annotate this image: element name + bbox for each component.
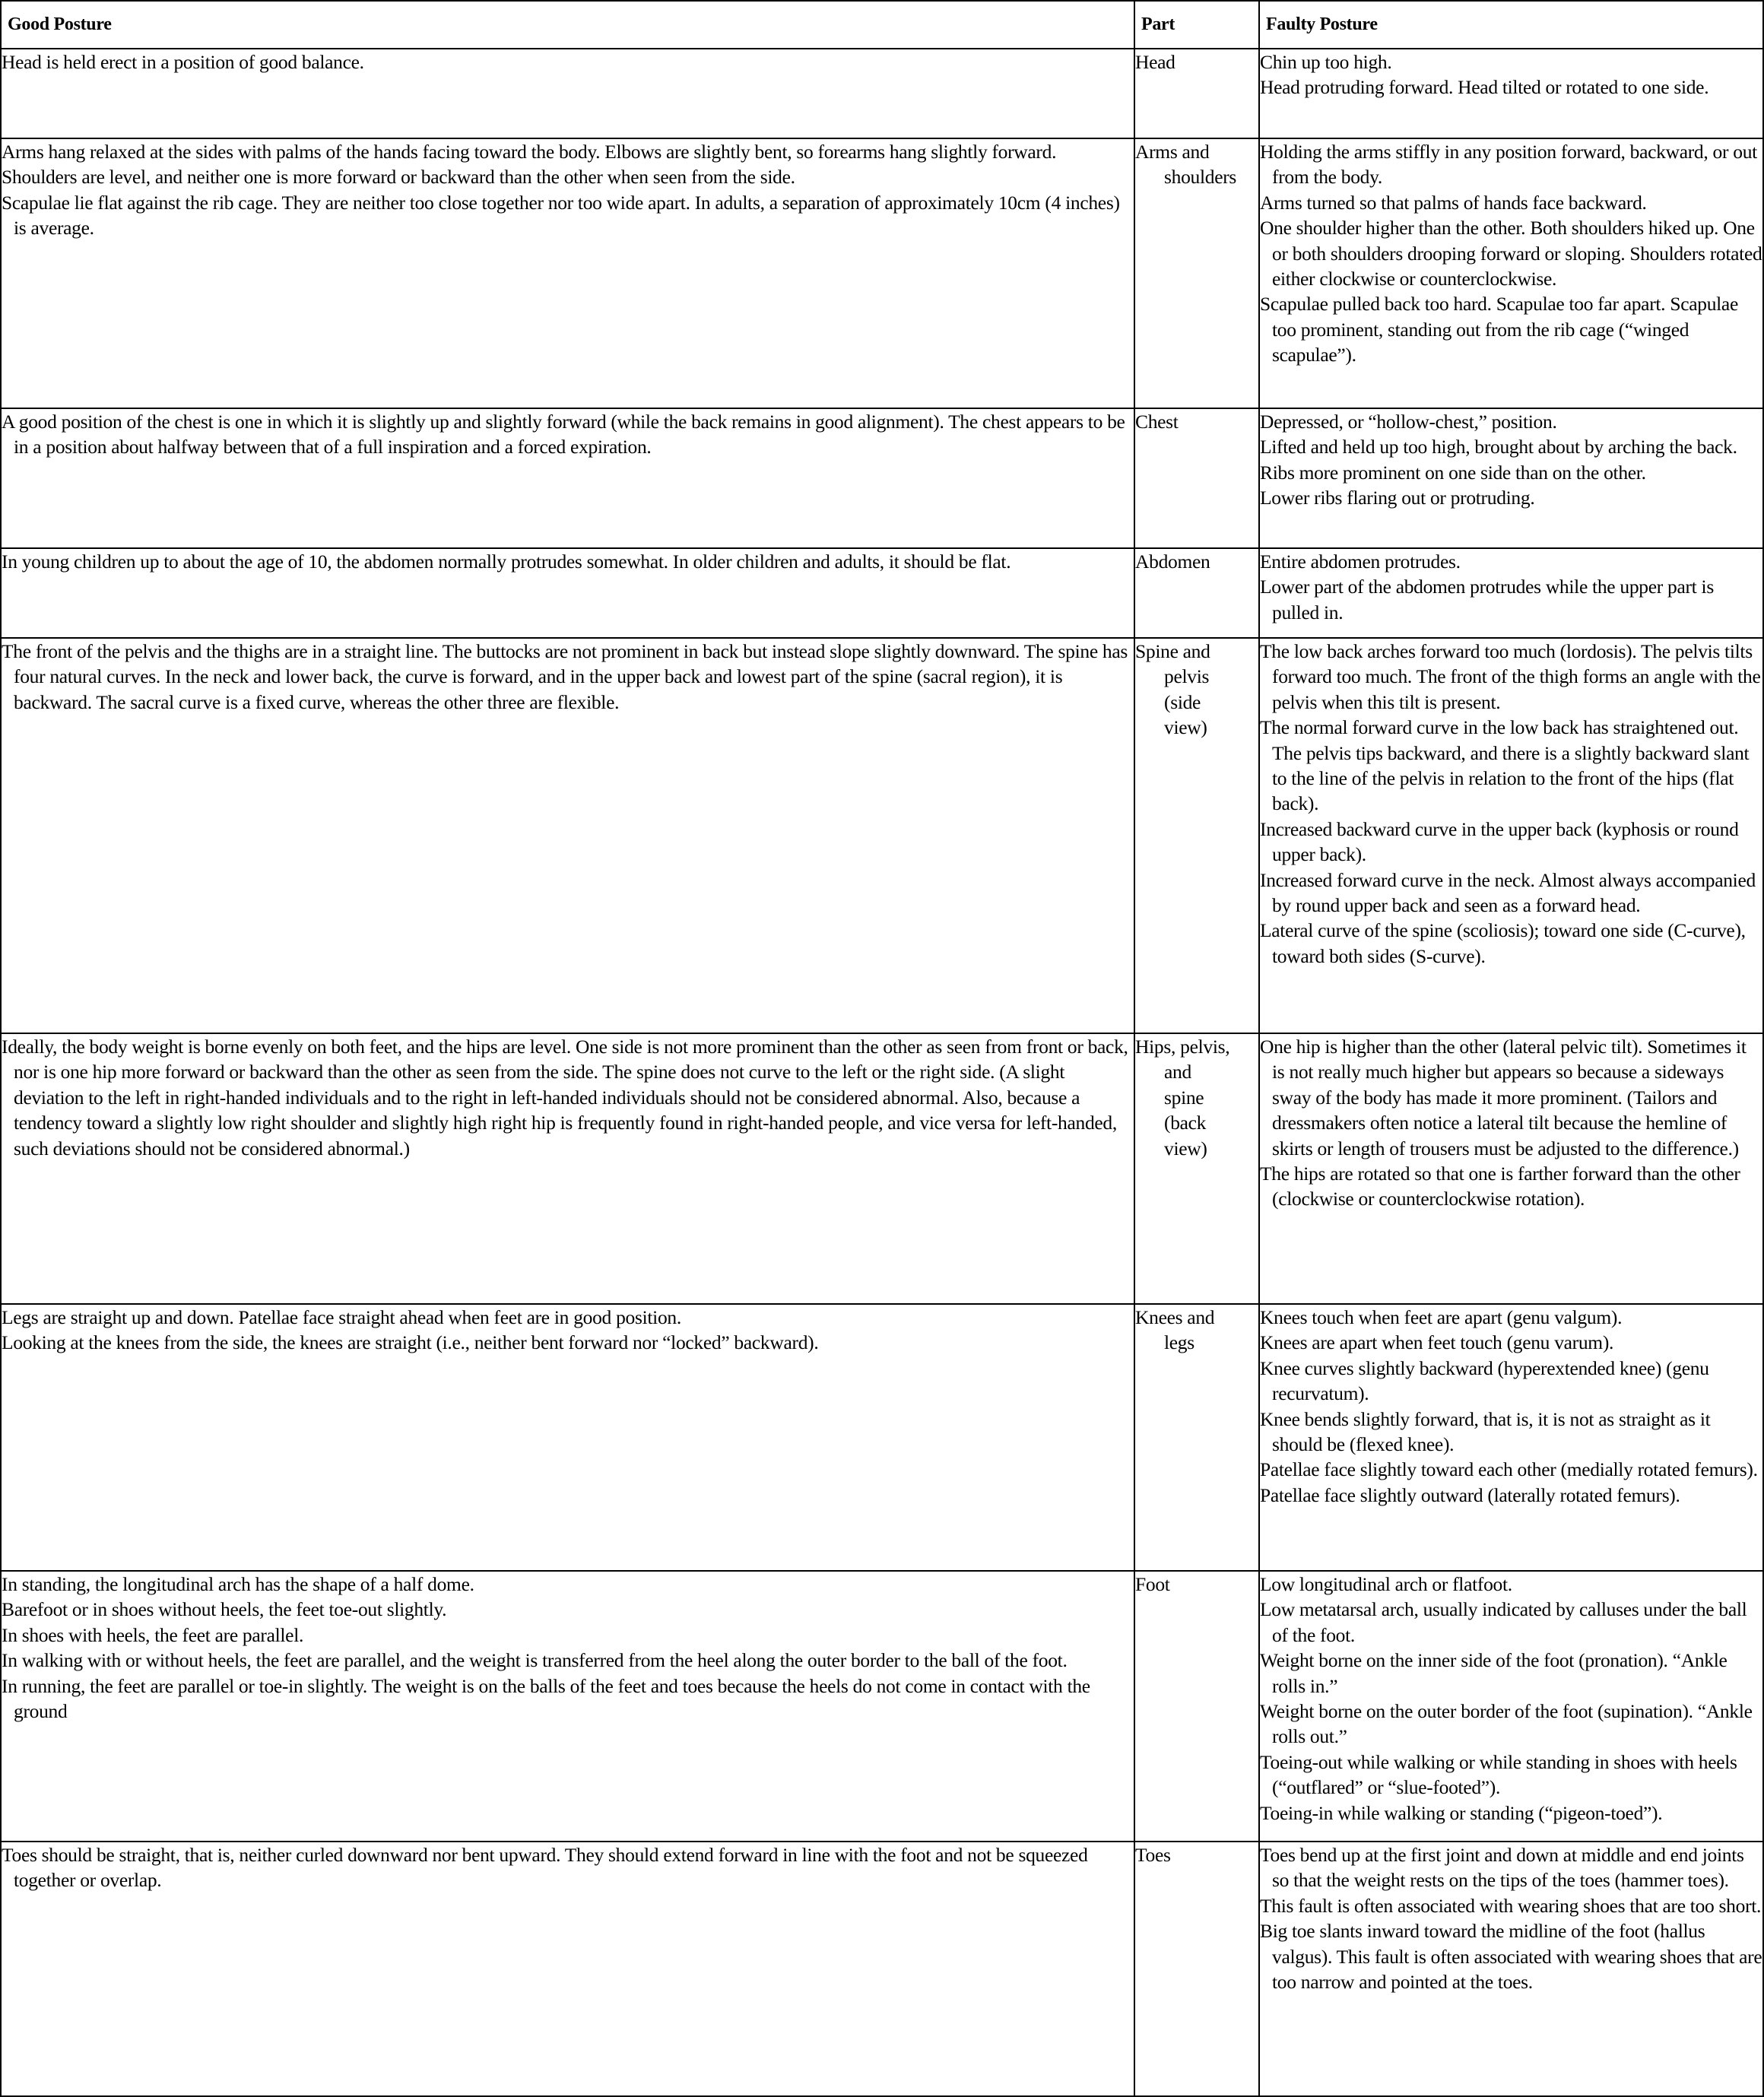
part-text: Foot xyxy=(1135,1573,1170,1595)
faulty-text: Knees are apart when feet touch (genu varum). xyxy=(1260,1331,1614,1354)
part-cell xyxy=(1134,1033,1259,1304)
part-text: Arms and xyxy=(1135,141,1210,163)
faulty-text: Lifted and held up too high, brought about by arching the back. xyxy=(1260,436,1737,458)
good-text: A good position of the chest is one in which it is slightly up and slightly forward (while the back remains in good alignment). The chest appears to be in a position about halfway between that of a full inspiration and a forced expiration. xyxy=(2,411,1125,458)
part-cell xyxy=(1134,638,1259,1033)
part-text: Head xyxy=(1135,51,1175,73)
part-text: Hips, pelvis, xyxy=(1135,1036,1230,1058)
part-cell xyxy=(1134,1304,1259,1571)
part-text: shoulders xyxy=(1164,166,1237,189)
good-text: Barefoot or in shoes without heels, the feet toe-out slightly. xyxy=(2,1598,447,1621)
faulty-text: Knees touch when feet are apart (genu valgum). xyxy=(1260,1306,1623,1328)
faulty-text: Patellae face slightly outward (laterally rotated femurs). xyxy=(1260,1483,1680,1506)
part-text: (side xyxy=(1164,690,1201,713)
part-text: (back xyxy=(1164,1112,1207,1134)
good-text: Legs are straight up and down. Patellae face straight ahead when feet are in good position. xyxy=(2,1306,681,1328)
faulty-text: Low metatarsal arch, usually indicated by calluses under the ball of the foot. xyxy=(1260,1598,1747,1646)
faulty-posture-cell xyxy=(1259,548,1763,638)
faulty-text: Holding the arms stiffly in any position forward, backward, or out from the body. xyxy=(1260,141,1757,189)
faulty-text: Depressed, or “hollow-chest,” position. xyxy=(1260,411,1557,433)
part-text: spine xyxy=(1164,1086,1204,1109)
faulty-text: Weight borne on the inner side of the foot (pronation). “Ankle rolls in.” xyxy=(1260,1649,1728,1697)
faulty-text: This fault is often associated with wearing shoes that are too short. xyxy=(1260,1894,1762,1917)
part-text: pelvis xyxy=(1164,665,1210,688)
table-row xyxy=(1,638,1763,1033)
good-text: Looking at the knees from the side, the knees are straight (i.e., neither bent forward nor “locked” backward). xyxy=(2,1331,819,1354)
faulty-posture-cell xyxy=(1259,49,1763,138)
faulty-text: Weight borne on the outer border of the foot (supination). “Ankle rolls out.” xyxy=(1260,1700,1753,1748)
good-posture-cell xyxy=(1,548,1134,638)
part-text: view) xyxy=(1164,1137,1207,1160)
good-text: Shoulders are level, and neither one is more forward or backward than the other when seen from the side. xyxy=(2,166,795,189)
table-row xyxy=(1,138,1763,408)
faulty-posture-cell xyxy=(1259,138,1763,408)
good-text: In shoes with heels, the feet are parallel. xyxy=(2,1623,304,1646)
part-text: and xyxy=(1164,1061,1191,1083)
table-row xyxy=(1,1842,1763,2096)
table-row xyxy=(1,1033,1763,1304)
faulty-text: Toeing-out while walking or while standing in shoes with heels (“outflared” or “slue-footed”). xyxy=(1260,1750,1737,1799)
part-text: legs xyxy=(1164,1331,1195,1354)
part-cell xyxy=(1134,408,1259,548)
faulty-text: Low longitudinal arch or flatfoot. xyxy=(1260,1573,1512,1595)
good-text: The front of the pelvis and the thighs are in a straight line. The buttocks are not prominent in back but instead slope slightly downward. The spine has four natural curves. In the neck and lower back, the curve is forward, and in the upper back and lowest part of the spine (sacral region), it is backward. The sacral curve is a fixed curve, whereas the other three are flexible. xyxy=(2,640,1128,713)
table-header-row xyxy=(1,1,1763,49)
good-text: Head is held erect in a position of good balance. xyxy=(2,51,364,73)
good-text: In running, the feet are parallel or toe-in slightly. The weight is on the balls of the feet and toes because the heels do not come in contact with the ground xyxy=(2,1674,1090,1723)
header-good-posture: Good Posture xyxy=(1,1,1134,49)
part-cell xyxy=(1134,1571,1259,1842)
good-posture-cell xyxy=(1,1842,1134,2096)
faulty-text: Increased backward curve in the upper back (kyphosis or round upper back). xyxy=(1260,817,1739,866)
good-text: In young children up to about the age of 10, the abdomen normally protrudes somewhat. In older children and adults, it should be flat. xyxy=(2,550,1011,573)
faulty-posture-cell xyxy=(1259,1571,1763,1842)
part-cell xyxy=(1134,49,1259,138)
faulty-text: Increased forward curve in the neck. Almost always accompanied by round upper back and seen as a forward head. xyxy=(1260,868,1756,917)
good-posture-cell xyxy=(1,1304,1134,1571)
faulty-text: Toeing-in while walking or standing (“pigeon-toed”). xyxy=(1260,1801,1663,1824)
table-row xyxy=(1,49,1763,138)
faulty-text: Patellae face slightly toward each other (medially rotated femurs). xyxy=(1260,1458,1758,1481)
good-text: Arms hang relaxed at the sides with palms of the hands facing toward the body. Elbows are slightly bent, so forearms hang slightly forward. xyxy=(2,141,1057,163)
good-posture-cell xyxy=(1,49,1134,138)
faulty-text: One shoulder higher than the other. Both shoulders hiked up. One or both shoulders drooping forward or sloping. Shoulders rotated either clockwise or counterclockwise. xyxy=(1260,217,1762,290)
part-text: Knees and xyxy=(1135,1306,1215,1328)
good-posture-cell xyxy=(1,408,1134,548)
faulty-text: The hips are rotated so that one is farther forward than the other (clockwise or counterclockwise rotation). xyxy=(1260,1163,1740,1210)
faulty-text: Arms turned so that palms of hands face backward. xyxy=(1260,191,1647,214)
faulty-posture-cell xyxy=(1259,408,1763,548)
faulty-posture-cell xyxy=(1259,1842,1763,2096)
header-part: Part xyxy=(1134,1,1259,49)
good-posture-cell xyxy=(1,138,1134,408)
good-text: Scapulae lie flat against the rib cage. They are neither too close together nor too wide apart. In adults, a separation of approximately 10cm (4 inches) is average. xyxy=(2,191,1120,240)
part-text: Toes xyxy=(1135,1844,1171,1866)
part-cell xyxy=(1134,548,1259,638)
table-row xyxy=(1,1571,1763,1842)
faulty-text: Big toe slants inward toward the midline of the foot (hallus valgus). This fault is often associated with wearing shoes that are too narrow and pointed at the toes. xyxy=(1260,1920,1762,1994)
table-row xyxy=(1,1304,1763,1571)
part-text: Chest xyxy=(1135,411,1179,433)
part-cell xyxy=(1134,1842,1259,2096)
part-cell xyxy=(1134,138,1259,408)
faulty-posture-cell xyxy=(1259,638,1763,1033)
part-text: Spine and xyxy=(1135,640,1210,662)
faulty-text: Entire abdomen protrudes. xyxy=(1260,550,1461,573)
faulty-text: The normal forward curve in the low back has straightened out. The pelvis tips backward, and there is a slightly backward slant to the line of the pelvis in relation to the front of the hips (flat back). xyxy=(1260,716,1750,815)
part-text: view) xyxy=(1164,716,1207,739)
faulty-text: Head protruding forward. Head tilted or rotated to one side. xyxy=(1260,76,1709,99)
faulty-text: The low back arches forward too much (lordosis). The pelvis tilts forward too much. The front of the thigh forms an angle with the pelvis when this tilt is present. xyxy=(1260,640,1761,713)
good-posture-cell xyxy=(1,1033,1134,1304)
table-row xyxy=(1,548,1763,638)
good-posture-cell xyxy=(1,1571,1134,1842)
faulty-text: Lower ribs flaring out or protruding. xyxy=(1260,487,1535,509)
good-posture-cell xyxy=(1,638,1134,1033)
header-faulty-posture: Faulty Posture xyxy=(1259,1,1763,49)
good-text: Toes should be straight, that is, neither curled downward nor bent upward. They should extend forward in line with the foot and not be squeezed together or overlap. xyxy=(2,1844,1088,1892)
faulty-posture-cell xyxy=(1259,1033,1763,1304)
table-row xyxy=(1,408,1763,548)
good-text: Ideally, the body weight is borne evenly on both feet, and the hips are level. One side is not more prominent than the other as seen from front or back, nor is one hip more forward or backward than the other as seen from the side. The spine does not curve to the left or the right side. (A slight deviation to the left in right-handed individuals and to the right in left-handed individuals should not be considered abnormal. Also, because a tendency toward a slightly low right shoulder and slightly high right hip is frequently found in right-handed people, and vice versa for left-handed, such deviations should not be considered abnormal.) xyxy=(2,1036,1128,1160)
faulty-text: Scapulae pulled back too hard. Scapulae too far apart. Scapulae too prominent, standing out from the rib cage (“winged scapulae”). xyxy=(1260,293,1738,366)
good-text: In walking with or without heels, the feet are parallel, and the weight is transferred from the heel along the outer border to the ball of the foot. xyxy=(2,1649,1068,1672)
faulty-text: Lateral curve of the spine (scoliosis); toward one side (C-curve), toward both sides (S-curve). xyxy=(1260,919,1746,967)
faulty-text: One hip is higher than the other (lateral pelvic tilt). Sometimes it is not really much higher but appears so because a sideways sway of the body has made it more prominent. (Tailors and dressmakers often notice a lateral tilt because the hemline of skirts or length of trousers must be adjusted to the difference.) xyxy=(1260,1036,1747,1160)
faulty-posture-cell xyxy=(1259,1304,1763,1571)
part-text: Abdomen xyxy=(1135,550,1210,573)
faulty-text: Knee bends slightly forward, that is, it is not as straight as it should be (flexed knee). xyxy=(1260,1407,1711,1456)
faulty-text: Knee curves slightly backward (hyperextended knee) (genu recurvatum). xyxy=(1260,1356,1709,1405)
faulty-text: Toes bend up at the first joint and down at middle and end joints so that the weight rests on the tips of the toes (hammer toes). xyxy=(1260,1844,1744,1892)
faulty-text: Lower part of the abdomen protrudes while the upper part is pulled in. xyxy=(1260,576,1714,623)
good-text: In standing, the longitudinal arch has the shape of a half dome. xyxy=(2,1573,474,1595)
faulty-text: Chin up too high. xyxy=(1260,51,1392,73)
faulty-text: Ribs more prominent on one side than on the other. xyxy=(1260,461,1646,484)
